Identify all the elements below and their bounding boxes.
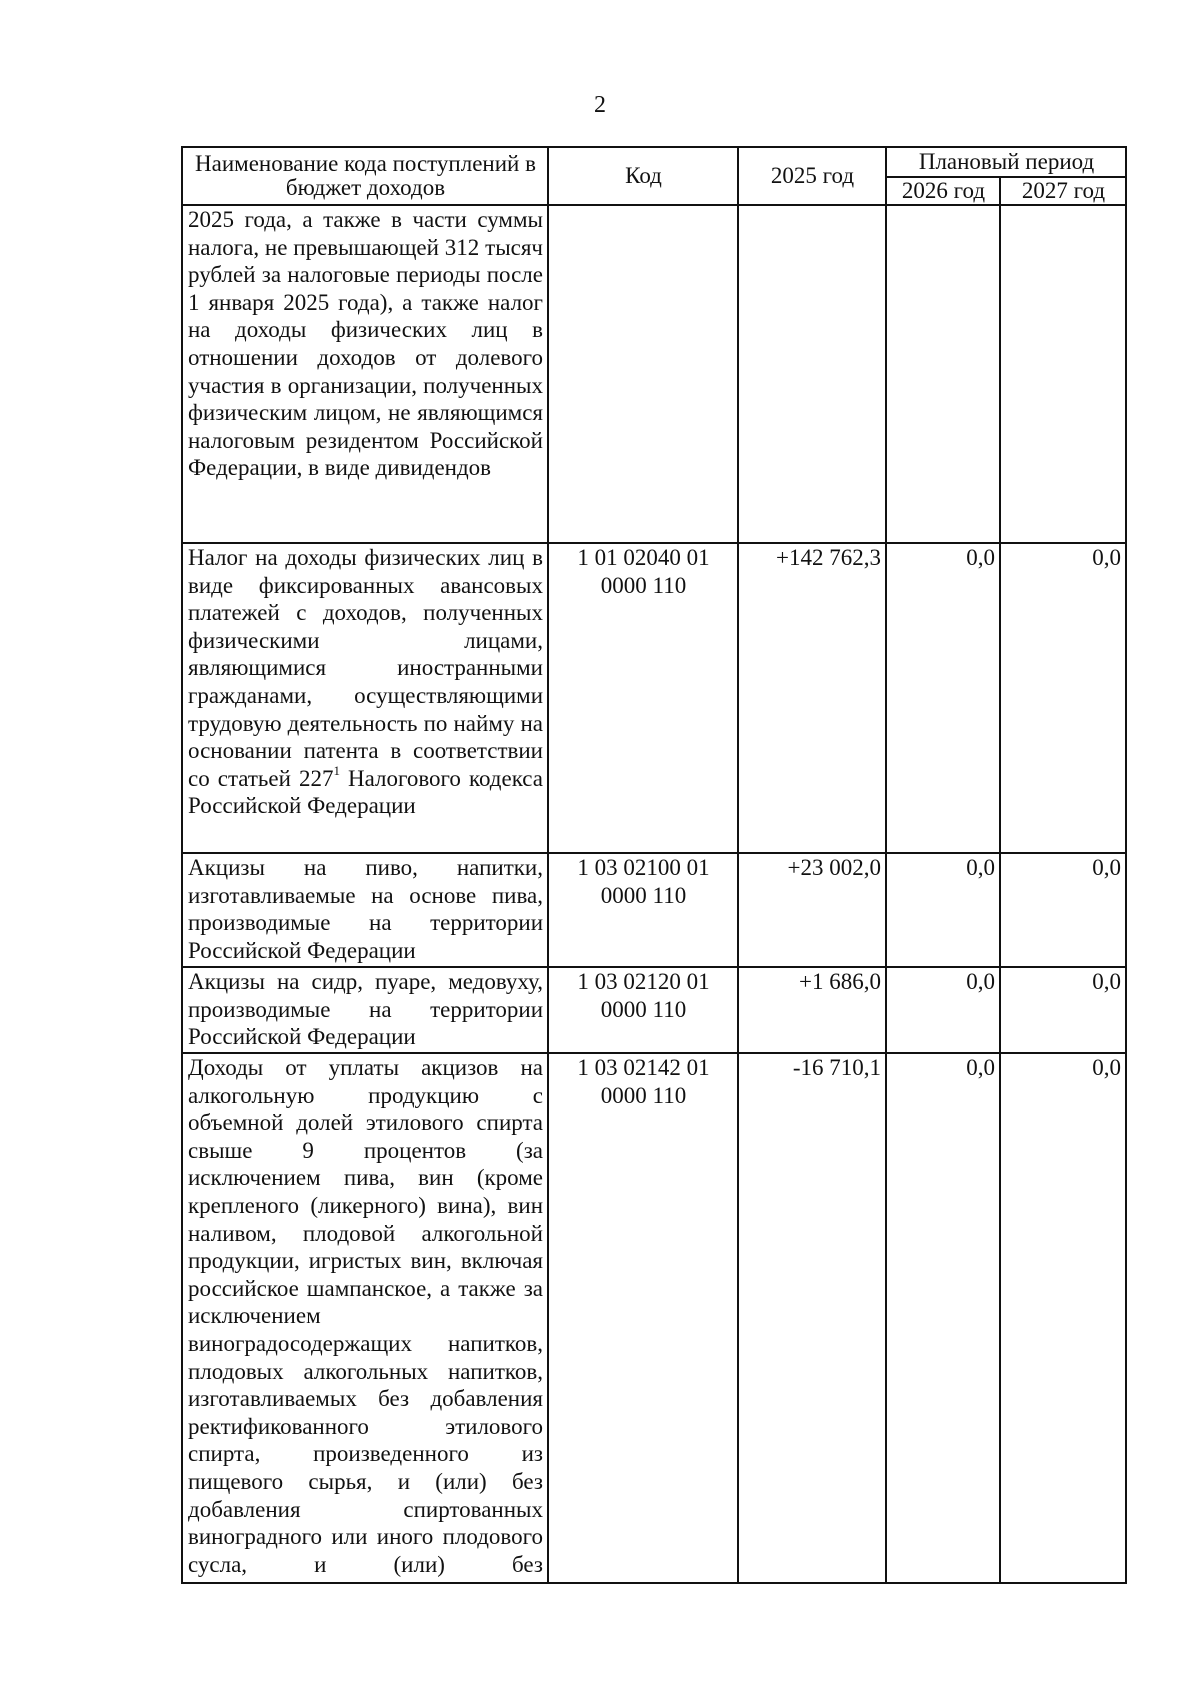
row-name: Доходы от уплаты акцизов на алкогольную продукцию с объемной долей этилового спирта свыше 9 процентов (за исключением пива, вин (кроме крепленого (ликерного) вина), вин наливом, плодовой алкогольной продукции, игристых вин, включая российское шампанское, а также за исключением виноградосодержащих напитков, плодовых алкогольных напитков, изготавливаемых без добавления ректификованного этилового спирта, произведенного из пищевого сырья, и (или) без добавления спиртованных виноградного или иного плодового сусла, и (или) без — [182, 1053, 548, 1583]
header-name: Наименование кода поступлений в бюджет доходов — [182, 147, 548, 205]
row-value-2026: 0,0 — [886, 543, 1000, 853]
header-planned-period: Плановый период — [886, 147, 1126, 177]
row-value-2025: -16 710,1 — [738, 1053, 886, 1583]
header-year-2026: 2026 год — [886, 177, 1000, 205]
article-superscript: 1 — [333, 763, 340, 779]
row-code: 1 03 02100 01 0000 110 — [548, 853, 738, 967]
row-value-2026: 0,0 — [886, 1053, 1000, 1583]
row-code — [548, 205, 738, 543]
row-code: 1 03 02120 01 0000 110 — [548, 967, 738, 1053]
table-row — [182, 543, 1126, 853]
table-row — [182, 1053, 1126, 1583]
row-code: 1 03 02142 01 0000 110 — [548, 1053, 738, 1583]
budget-revenue-table — [181, 146, 1127, 1584]
row-code: 1 01 02040 01 0000 110 — [548, 543, 738, 853]
row-value-2027 — [1000, 205, 1126, 543]
table-row — [182, 967, 1126, 1053]
row-value-2026 — [886, 205, 1000, 543]
row-value-2025: +1 686,0 — [738, 967, 886, 1053]
row-value-2026: 0,0 — [886, 967, 1000, 1053]
row-name: Акцизы на сидр, пуаре, медовуху, производимые на территории Российской Федерации — [182, 967, 548, 1053]
header-year-2025: 2025 год — [738, 147, 886, 205]
row-name: Акцизы на пиво, напитки, изготавливаемые на основе пива, производимые на территории Российской Федерации — [182, 853, 548, 967]
row-value-2025: +142 762,3 — [738, 543, 886, 853]
row-value-2025 — [738, 205, 886, 543]
table-header — [182, 147, 1126, 205]
row-value-2027: 0,0 — [1000, 853, 1126, 967]
row-value-2027: 0,0 — [1000, 967, 1126, 1053]
row-name: 2025 года, а также в части суммы налога, не превышающей 312 тысяч рублей за налоговые периоды после 1 января 2025 года), а также налог на доходы физических лиц в отношении доходов от долевого участия в организации, полученных физическим лицом, не являющимся налоговым резидентом Российской Федерации, в виде дивидендов — [182, 205, 548, 543]
row-value-2027: 0,0 — [1000, 1053, 1126, 1583]
row-name — [182, 543, 548, 853]
row-name-part: Налогового кодекса Российской Федерации — [188, 765, 543, 819]
row-value-2025: +23 002,0 — [738, 853, 886, 967]
table-row — [182, 853, 1126, 967]
row-value-2026: 0,0 — [886, 853, 1000, 967]
table-row — [182, 205, 1126, 543]
header-year-2027: 2027 год — [1000, 177, 1126, 205]
page-number: 2 — [594, 92, 606, 118]
row-value-2027: 0,0 — [1000, 543, 1126, 853]
header-code: Код — [548, 147, 738, 205]
row-name-part: Налог на доходы физических лиц в виде фиксированных авансовых платежей с доходов, полученных физическими лицами, являющимися иностранными гражданами, осуществляющими трудовую деятельность по найму на основании патента в соответствии со статьей 227 — [188, 545, 543, 791]
